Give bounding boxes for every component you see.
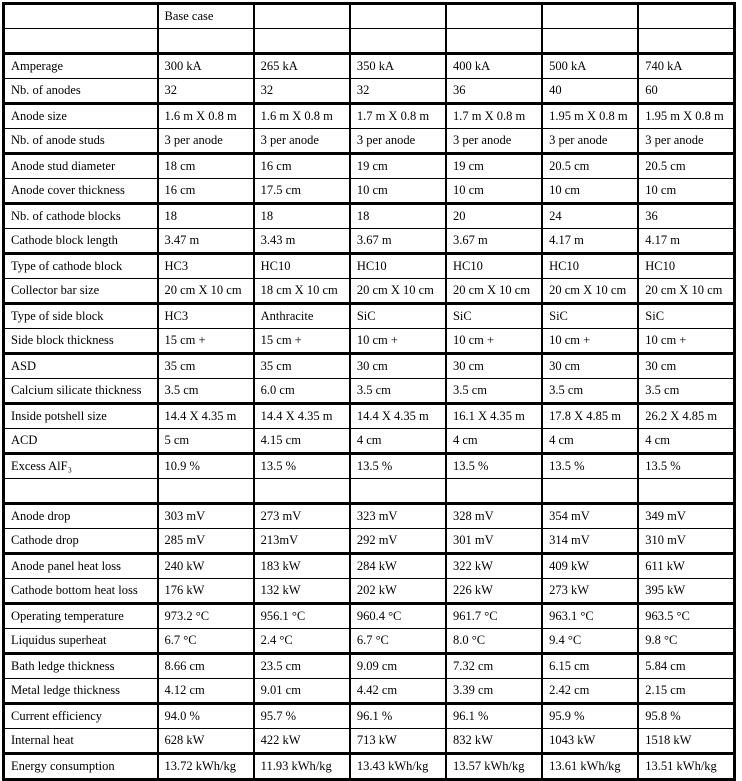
table-row xyxy=(4,304,735,329)
table-row xyxy=(4,4,735,29)
row-label: Calcium silicate thickness xyxy=(4,379,158,404)
table-cell: 20 cm X 10 cm xyxy=(350,279,446,304)
table-cell: 18 cm X 10 cm xyxy=(254,279,350,304)
table-row xyxy=(4,79,735,104)
table-cell: 265 kA xyxy=(254,54,350,79)
table-cell: 15 cm + xyxy=(158,329,254,354)
table-row xyxy=(4,29,735,54)
table-row xyxy=(4,354,735,379)
table-cell: 20 cm X 10 cm xyxy=(542,279,638,304)
table-cell: 14.4 X 4.35 m xyxy=(158,404,254,429)
table-cell: 713 kW xyxy=(350,729,446,754)
table-cell: 2.4 °C xyxy=(254,629,350,654)
table-cell: 3.43 m xyxy=(254,229,350,254)
table-cell xyxy=(350,4,446,29)
table-cell: 213mV xyxy=(254,529,350,554)
table-cell: 4 cm xyxy=(446,429,542,454)
table-cell: 4.17 m xyxy=(638,229,734,254)
table-cell: 24 xyxy=(542,204,638,229)
table-cell: 310 mV xyxy=(638,529,734,554)
row-label: Nb. of anode studs xyxy=(4,129,158,154)
row-label: Anode panel heat loss xyxy=(4,554,158,579)
table-cell: 13.57 kWh/kg xyxy=(446,754,542,780)
table-cell: 301 mV xyxy=(446,529,542,554)
table-cell: 4 cm xyxy=(350,429,446,454)
table-cell: 395 kW xyxy=(638,579,734,604)
row-label: Anode stud diameter xyxy=(4,154,158,179)
row-label: Anode drop xyxy=(4,504,158,529)
table-cell: 3 per anode xyxy=(638,129,734,154)
table-row xyxy=(4,104,735,129)
table-body xyxy=(4,4,735,780)
table-cell: 8.0 °C xyxy=(446,629,542,654)
table-cell: 1.95 m X 0.8 m xyxy=(638,104,734,129)
table-cell: 95.7 % xyxy=(254,704,350,729)
table-cell: 6.15 cm xyxy=(542,654,638,679)
table-cell: 350 kA xyxy=(350,54,446,79)
table-cell: 20.5 cm xyxy=(638,154,734,179)
table-row xyxy=(4,579,735,604)
table-cell: 13.5 % xyxy=(638,454,734,479)
table-cell: 26.2 X 4.85 m xyxy=(638,404,734,429)
table-cell: 36 xyxy=(638,204,734,229)
row-label: Nb. of cathode blocks xyxy=(4,204,158,229)
table-cell: 95.8 % xyxy=(638,704,734,729)
row-label xyxy=(4,29,158,54)
table-row xyxy=(4,404,735,429)
row-label: Operating temperature xyxy=(4,604,158,629)
table-cell: 628 kW xyxy=(158,729,254,754)
table-cell xyxy=(446,29,542,54)
table-cell: 1.7 m X 0.8 m xyxy=(350,104,446,129)
table-cell: 20.5 cm xyxy=(542,154,638,179)
table-cell: HC10 xyxy=(350,254,446,279)
table-cell: 32 xyxy=(350,79,446,104)
table-row xyxy=(4,429,735,454)
table-cell: 23.5 cm xyxy=(254,654,350,679)
table-cell: 30 cm xyxy=(638,354,734,379)
table-cell: 96.1 % xyxy=(446,704,542,729)
table-cell: 832 kW xyxy=(446,729,542,754)
table-cell: 2.15 cm xyxy=(638,679,734,704)
row-label: Cathode bottom heat loss xyxy=(4,579,158,604)
table-cell: 16.1 X 4.35 m xyxy=(446,404,542,429)
row-label: Nb. of anodes xyxy=(4,79,158,104)
table-cell: HC10 xyxy=(638,254,734,279)
table-cell: 40 xyxy=(542,79,638,104)
table-cell xyxy=(638,479,734,504)
table-cell: 8.66 cm xyxy=(158,654,254,679)
table-cell: 1043 kW xyxy=(542,729,638,754)
table-cell: 4 cm xyxy=(638,429,734,454)
table-cell: 3.5 cm xyxy=(350,379,446,404)
table-cell: 17.8 X 4.85 m xyxy=(542,404,638,429)
table-cell: 132 kW xyxy=(254,579,350,604)
table-cell: 13.51 kWh/kg xyxy=(638,754,734,780)
table-cell: 3.39 cm xyxy=(446,679,542,704)
table-cell: 3.5 cm xyxy=(542,379,638,404)
table-cell: 13.5 % xyxy=(254,454,350,479)
table-cell: 183 kW xyxy=(254,554,350,579)
table-cell: 3 per anode xyxy=(542,129,638,154)
table-cell: 20 cm X 10 cm xyxy=(158,279,254,304)
row-label: Cathode block length xyxy=(4,229,158,254)
table-cell: 32 xyxy=(158,79,254,104)
table-cell: 9.8 °C xyxy=(638,629,734,654)
table-cell: HC10 xyxy=(446,254,542,279)
table-cell: 328 mV xyxy=(446,504,542,529)
table-cell: 10 cm + xyxy=(350,329,446,354)
table-cell: 5.84 cm xyxy=(638,654,734,679)
table-cell: SiC xyxy=(350,304,446,329)
row-label: ACD xyxy=(4,429,158,454)
table-cell: 7.32 cm xyxy=(446,654,542,679)
table-cell: 960.4 °C xyxy=(350,604,446,629)
table-cell: 349 mV xyxy=(638,504,734,529)
row-label: Energy consumption xyxy=(4,754,158,780)
row-label xyxy=(4,479,158,504)
table-cell: SiC xyxy=(542,304,638,329)
table-cell: 3.67 m xyxy=(350,229,446,254)
table-row xyxy=(4,754,735,780)
table-cell: Base case xyxy=(158,4,254,29)
table-row xyxy=(4,604,735,629)
table-row xyxy=(4,729,735,754)
comparison-table xyxy=(2,2,736,781)
table-cell xyxy=(542,4,638,29)
table-cell: 13.5 % xyxy=(542,454,638,479)
table-cell: 95.9 % xyxy=(542,704,638,729)
table-cell: 36 xyxy=(446,79,542,104)
table-cell: 4.42 cm xyxy=(350,679,446,704)
table-cell: 11.93 kWh/kg xyxy=(254,754,350,780)
table-row xyxy=(4,279,735,304)
table-cell: SiC xyxy=(446,304,542,329)
table-row xyxy=(4,379,735,404)
row-label: Excess AlF₃ xyxy=(4,454,158,479)
table-cell: Anthracite xyxy=(254,304,350,329)
table-cell: 3.5 cm xyxy=(638,379,734,404)
table-row xyxy=(4,204,735,229)
row-label: Bath ledge thickness xyxy=(4,654,158,679)
table-cell xyxy=(254,29,350,54)
table-row xyxy=(4,454,735,479)
table-row xyxy=(4,654,735,679)
table-cell: 10 cm + xyxy=(638,329,734,354)
table-cell: 96.1 % xyxy=(350,704,446,729)
table-cell: 20 cm X 10 cm xyxy=(638,279,734,304)
row-label: Inside potshell size xyxy=(4,404,158,429)
table-row xyxy=(4,504,735,529)
table-cell xyxy=(638,4,734,29)
table-cell xyxy=(254,4,350,29)
table-row xyxy=(4,254,735,279)
table-cell: 10 cm + xyxy=(542,329,638,354)
table-cell: SiC xyxy=(638,304,734,329)
table-cell xyxy=(350,29,446,54)
table-row xyxy=(4,554,735,579)
table-cell: HC10 xyxy=(542,254,638,279)
table-cell: 94.0 % xyxy=(158,704,254,729)
table-cell xyxy=(446,479,542,504)
table-cell: 19 cm xyxy=(350,154,446,179)
table-cell: 5 cm xyxy=(158,429,254,454)
table-cell: 17.5 cm xyxy=(254,179,350,204)
table-cell: 9.4 °C xyxy=(542,629,638,654)
table-cell: 3.5 cm xyxy=(158,379,254,404)
table-cell: 176 kW xyxy=(158,579,254,604)
row-label: Type of cathode block xyxy=(4,254,158,279)
row-label: Side block thickness xyxy=(4,329,158,354)
table-cell: 1.6 m X 0.8 m xyxy=(254,104,350,129)
table-row xyxy=(4,54,735,79)
table-row xyxy=(4,479,735,504)
table-cell: 10.9 % xyxy=(158,454,254,479)
table-cell: 15 cm + xyxy=(254,329,350,354)
table-cell: 30 cm xyxy=(446,354,542,379)
table-row xyxy=(4,629,735,654)
table-cell: 303 mV xyxy=(158,504,254,529)
table-cell: 961.7 °C xyxy=(446,604,542,629)
row-label: Collector bar size xyxy=(4,279,158,304)
table-cell: 1.7 m X 0.8 m xyxy=(446,104,542,129)
table-cell: HC3 xyxy=(158,304,254,329)
table-cell: HC10 xyxy=(254,254,350,279)
table-cell: 1.6 m X 0.8 m xyxy=(158,104,254,129)
table-cell: 973.2 °C xyxy=(158,604,254,629)
table-cell: 20 xyxy=(446,204,542,229)
table-cell: 740 kA xyxy=(638,54,734,79)
table-cell xyxy=(638,29,734,54)
table-cell: 4.12 cm xyxy=(158,679,254,704)
row-label: Anode size xyxy=(4,104,158,129)
table-cell: 10 cm xyxy=(350,179,446,204)
table-cell: 3 per anode xyxy=(158,129,254,154)
table-cell: 10 cm xyxy=(638,179,734,204)
table-cell: 16 cm xyxy=(158,179,254,204)
table-cell xyxy=(254,479,350,504)
row-label: Amperage xyxy=(4,54,158,79)
table-cell: 314 mV xyxy=(542,529,638,554)
table-cell: 13.61 kWh/kg xyxy=(542,754,638,780)
table-cell: 323 mV xyxy=(350,504,446,529)
table-cell: 409 kW xyxy=(542,554,638,579)
table-cell: 273 kW xyxy=(542,579,638,604)
table-row xyxy=(4,229,735,254)
table-cell: 3.47 m xyxy=(158,229,254,254)
table-cell: 300 kA xyxy=(158,54,254,79)
table-cell: 32 xyxy=(254,79,350,104)
table-cell: 30 cm xyxy=(350,354,446,379)
table-cell: 6.7 °C xyxy=(158,629,254,654)
table-cell: 3 per anode xyxy=(254,129,350,154)
table-cell: 20 cm X 10 cm xyxy=(446,279,542,304)
table-cell: 284 kW xyxy=(350,554,446,579)
row-label: ASD xyxy=(4,354,158,379)
row-label xyxy=(4,4,158,29)
table-cell: 1.95 m X 0.8 m xyxy=(542,104,638,129)
row-label: Anode cover thickness xyxy=(4,179,158,204)
table-cell: 2.42 cm xyxy=(542,679,638,704)
table-cell: 422 kW xyxy=(254,729,350,754)
table-cell: 963.5 °C xyxy=(638,604,734,629)
table-row xyxy=(4,679,735,704)
table-cell: 13.43 kWh/kg xyxy=(350,754,446,780)
row-label: Current efficiency xyxy=(4,704,158,729)
table-cell: 202 kW xyxy=(350,579,446,604)
table-cell: 10 cm xyxy=(446,179,542,204)
row-label: Metal ledge thickness xyxy=(4,679,158,704)
table-cell: 35 cm xyxy=(254,354,350,379)
table-cell: 9.01 cm xyxy=(254,679,350,704)
table-cell: 226 kW xyxy=(446,579,542,604)
table-cell: 4 cm xyxy=(542,429,638,454)
table-row xyxy=(4,529,735,554)
table-cell: 611 kW xyxy=(638,554,734,579)
table-cell: 19 cm xyxy=(446,154,542,179)
table-cell: 18 xyxy=(350,204,446,229)
table-row xyxy=(4,179,735,204)
table-cell: 963.1 °C xyxy=(542,604,638,629)
table-cell: 10 cm xyxy=(542,179,638,204)
table-cell: 9.09 cm xyxy=(350,654,446,679)
table-row xyxy=(4,129,735,154)
table-cell: 30 cm xyxy=(542,354,638,379)
table-row xyxy=(4,154,735,179)
table-cell: 400 kA xyxy=(446,54,542,79)
table-cell: 6.0 cm xyxy=(254,379,350,404)
table-cell: 14.4 X 4.35 m xyxy=(254,404,350,429)
table-cell xyxy=(158,29,254,54)
table-cell: 14.4 X 4.35 m xyxy=(350,404,446,429)
table-cell: 3.67 m xyxy=(446,229,542,254)
table-cell: 16 cm xyxy=(254,154,350,179)
row-label: Type of side block xyxy=(4,304,158,329)
table-cell: HC3 xyxy=(158,254,254,279)
table-cell: 13.5 % xyxy=(446,454,542,479)
table-cell xyxy=(350,479,446,504)
table-cell: 18 xyxy=(254,204,350,229)
table-cell: 354 mV xyxy=(542,504,638,529)
table-cell xyxy=(542,29,638,54)
table-cell: 273 mV xyxy=(254,504,350,529)
table-cell: 956.1 °C xyxy=(254,604,350,629)
row-label: Liquidus superheat xyxy=(4,629,158,654)
table-cell: 18 xyxy=(158,204,254,229)
table-cell: 10 cm + xyxy=(446,329,542,354)
table-row xyxy=(4,329,735,354)
row-label: Cathode drop xyxy=(4,529,158,554)
table-cell xyxy=(158,479,254,504)
table-cell: 4.15 cm xyxy=(254,429,350,454)
table-cell: 240 kW xyxy=(158,554,254,579)
table-cell: 3.5 cm xyxy=(446,379,542,404)
table-cell: 1518 kW xyxy=(638,729,734,754)
table-cell: 3 per anode xyxy=(350,129,446,154)
table-cell xyxy=(542,479,638,504)
table-cell: 500 kA xyxy=(542,54,638,79)
table-row xyxy=(4,704,735,729)
table-cell: 6.7 °C xyxy=(350,629,446,654)
row-label: Internal heat xyxy=(4,729,158,754)
table-cell: 13.72 kWh/kg xyxy=(158,754,254,780)
table-cell: 285 mV xyxy=(158,529,254,554)
table-cell: 13.5 % xyxy=(350,454,446,479)
table-cell: 292 mV xyxy=(350,529,446,554)
table-cell: 322 kW xyxy=(446,554,542,579)
table-cell: 4.17 m xyxy=(542,229,638,254)
table-cell: 35 cm xyxy=(158,354,254,379)
table-cell: 60 xyxy=(638,79,734,104)
table-cell: 18 cm xyxy=(158,154,254,179)
table-cell: 3 per anode xyxy=(446,129,542,154)
table-cell xyxy=(446,4,542,29)
